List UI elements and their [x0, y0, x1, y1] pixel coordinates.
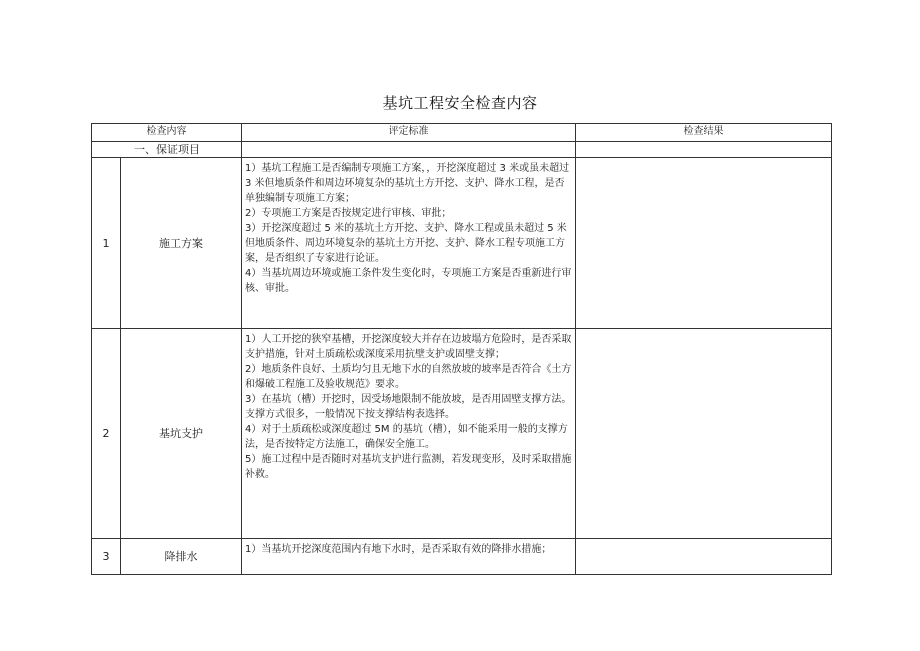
row-number: 1: [92, 158, 121, 329]
section-label: 一、保证项目: [92, 142, 242, 158]
standard-line: 4）对于土质疏松或深度超过 5M 的基坑（槽），如不能采用一般的支撑方法，是否按特定方法施工，确保安全施工。: [245, 424, 568, 450]
header-result: 检查结果: [576, 124, 832, 142]
row-number: 2: [92, 329, 121, 539]
document-title: 基坑工程安全检查内容: [382, 94, 538, 112]
row-item: 施工方案: [121, 158, 242, 329]
row-standards: [242, 158, 576, 329]
table-row: [92, 158, 832, 329]
standard-line: 5）施工过程中是否随时对基坑支护进行监测，若发现变形，及时采取措施补救。: [245, 454, 572, 480]
row-standards: [242, 329, 576, 539]
header-check-content: 检查内容: [92, 124, 242, 142]
result-cell[interactable]: [576, 158, 832, 329]
header-criteria: 评定标准: [242, 124, 576, 142]
table-row: [92, 329, 832, 539]
standard-line: 1）当基坑开挖深度范围内有地下水时，是否采取有效的降排水措施；: [245, 544, 552, 555]
result-cell[interactable]: [576, 329, 832, 539]
standard-line: 2）地质条件良好、土质均匀且无地下水的自然放坡的坡率是否符合《土方和爆破工程施工及验收规范》要求。: [245, 364, 572, 390]
row-number: 3: [92, 539, 121, 575]
standard-line: 2）专项施工方案是否按规定进行审核、审批；: [245, 208, 452, 219]
standard-line: 3）在基坑（槽）开挖时，因受场地限制不能放坡，是否用固壁支撑方法。支撑方式很多，一般情况下按支撑结构表选择。: [245, 394, 572, 420]
header-row: [92, 124, 832, 142]
section-blank-result: [576, 142, 832, 158]
result-cell[interactable]: [576, 539, 832, 575]
standard-line: 1）人工开挖的狭窄基槽，开挖深度较大并存在边坡塌方危险时，是否采取支护措施，针对土质疏松或深度采用抗壁支护或固壁支撑；: [245, 334, 572, 360]
row-standards: [242, 539, 576, 575]
inspection-table: [91, 123, 832, 575]
standard-line: 3）开挖深度超过 5 米的基坑土方开挖、支护、降水工程或虽未超过 5 米但地质条件、周边环境复杂的基坑土方开挖、支护、降水工程专项施工方案，是否组织了专家进行论证。: [245, 223, 567, 264]
standard-line: 1）基坑工程施工是否编制专项施工方案，，开挖深度超过 3 米或虽未超过 3 米但地质条件和周边环境复杂的基坑土方开挖、支护、降水工程，是否单独编制专项施工方案；: [245, 163, 570, 204]
table-row: [92, 539, 832, 575]
row-item: 基坑支护: [121, 329, 242, 539]
row-item: 降排水: [121, 539, 242, 575]
section-row: [92, 142, 832, 158]
section-blank-criteria: [242, 142, 576, 158]
standard-line: 4）当基坑周边环境或施工条件发生变化时，专项施工方案是否重新进行审核、审批。: [245, 268, 572, 294]
